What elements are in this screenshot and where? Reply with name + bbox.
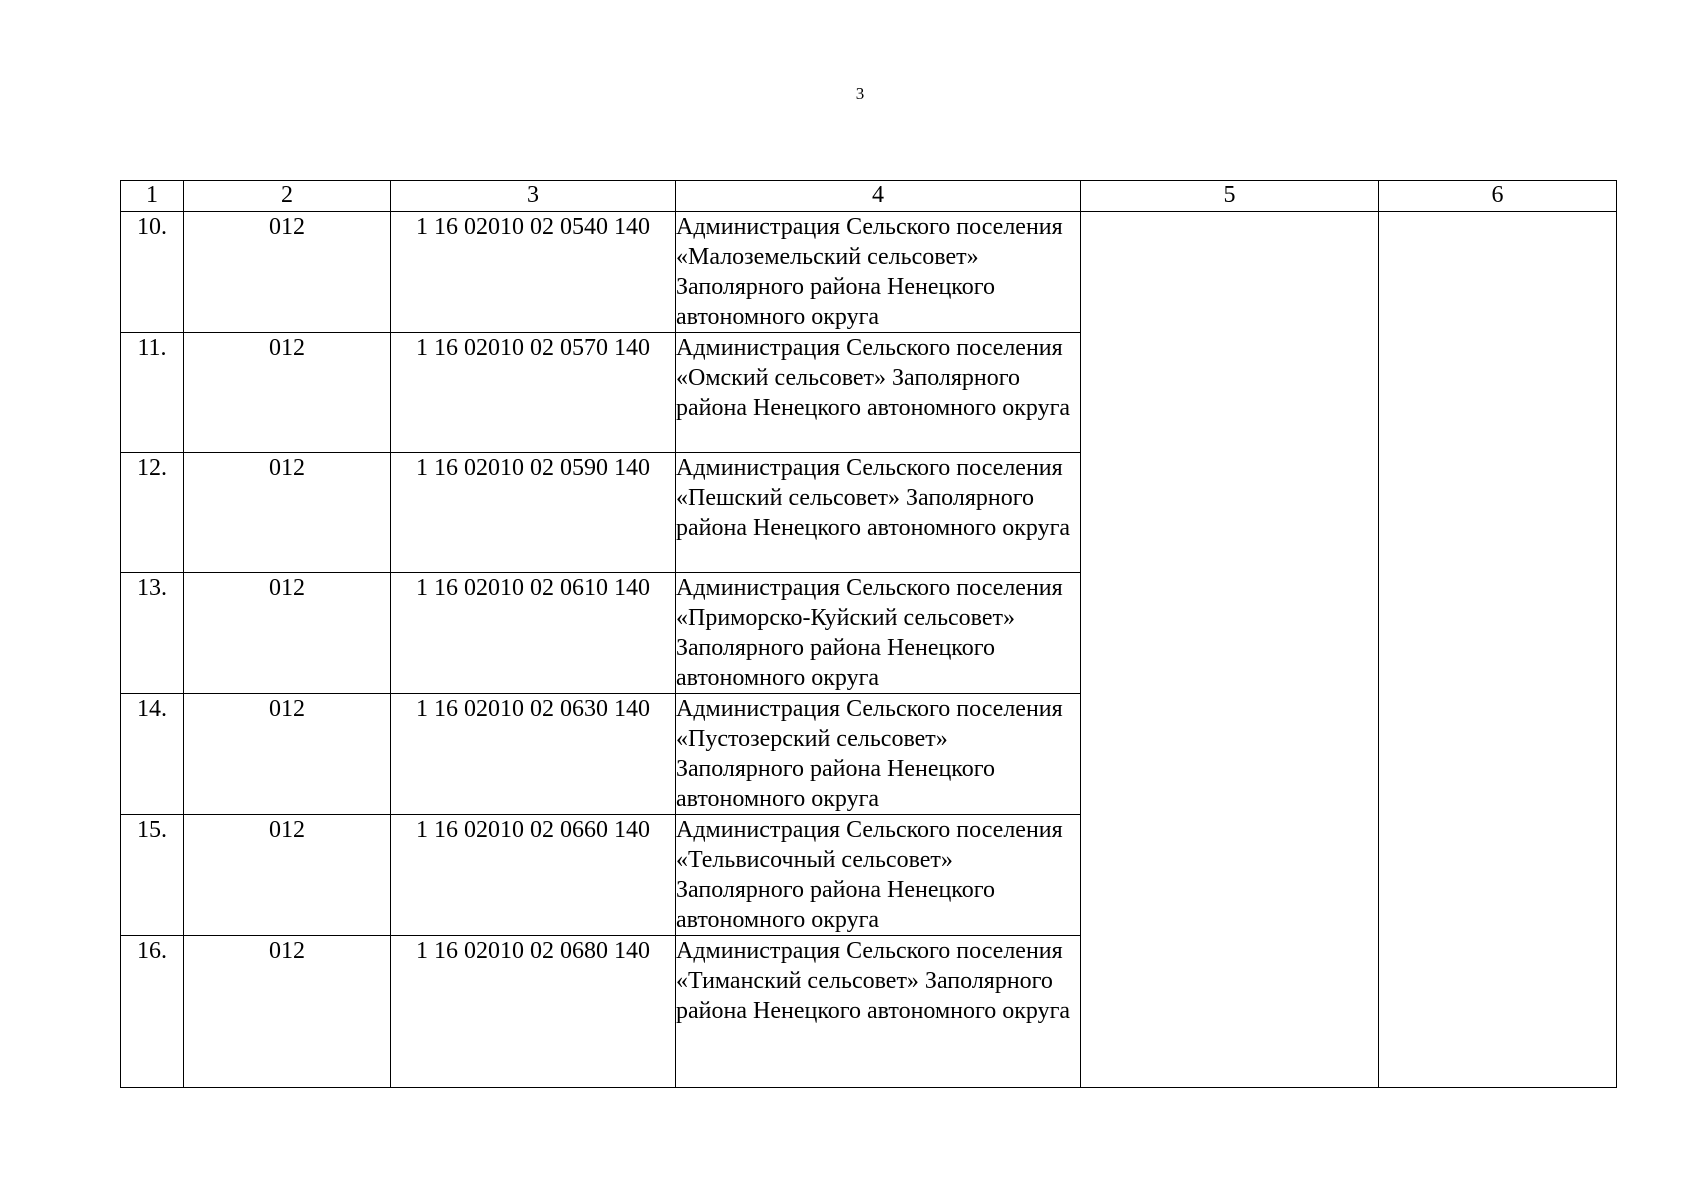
header-cell-2: 2 [184,181,391,212]
admin-code: 012 [184,815,391,936]
header-cell-5: 5 [1081,181,1379,212]
admin-code: 012 [184,453,391,573]
admin-code: 012 [184,694,391,815]
row-number: 12. [121,453,184,573]
budget-classification-code: 1 16 02010 02 0680 140 [391,936,676,1088]
budget-classification-code: 1 16 02010 02 0540 140 [391,212,676,333]
administrator-name: Администрация Сельского поселения «Омский сельсовет» Заполярного района Ненецкого автономного округа [676,333,1081,453]
header-row [121,181,1617,212]
row-number: 10. [121,212,184,333]
row-number: 14. [121,694,184,815]
page-number: 3 [855,84,865,103]
table-body [121,212,1617,1088]
row-number: 16. [121,936,184,1088]
table-header [121,181,1617,212]
row-number: 11. [121,333,184,453]
header-cell-4: 4 [676,181,1081,212]
administrator-name: Администрация Сельского поселения «Пустозерский сельсовет» Заполярного района Ненецкого автономного округа [676,694,1081,815]
administrator-name: Администрация Сельского поселения «Приморско-Куйский сельсовет» Заполярного района Ненецкого автономного округа [676,573,1081,694]
budget-classification-code: 1 16 02010 02 0630 140 [391,694,676,815]
column-5-cell [1081,212,1379,1088]
administrator-name: Администрация Сельского поселения «Тиманский сельсовет» Заполярного района Ненецкого автономного округа [676,936,1081,1088]
budget-classification-code: 1 16 02010 02 0570 140 [391,333,676,453]
document-table [120,180,1617,1088]
budget-classification-code: 1 16 02010 02 0590 140 [391,453,676,573]
column-6-cell [1379,212,1617,1088]
budget-classification-code: 1 16 02010 02 0660 140 [391,815,676,936]
table-row [121,212,1617,333]
admin-code: 012 [184,333,391,453]
administrator-name: Администрация Сельского поселения «Тельвисочный сельсовет» Заполярного района Ненецкого автономного округа [676,815,1081,936]
row-number: 15. [121,815,184,936]
row-number: 13. [121,573,184,694]
admin-code: 012 [184,212,391,333]
header-cell-3: 3 [391,181,676,212]
header-cell-1: 1 [121,181,184,212]
admin-code: 012 [184,573,391,694]
administrator-name: Администрация Сельского поселения «Малоземельский сельсовет» Заполярного района Ненецкого автономного округа [676,212,1081,333]
admin-code: 012 [184,936,391,1088]
budget-classification-code: 1 16 02010 02 0610 140 [391,573,676,694]
header-cell-6: 6 [1379,181,1617,212]
administrator-name: Администрация Сельского поселения «Пешский сельсовет» Заполярного района Ненецкого автономного округа [676,453,1081,573]
